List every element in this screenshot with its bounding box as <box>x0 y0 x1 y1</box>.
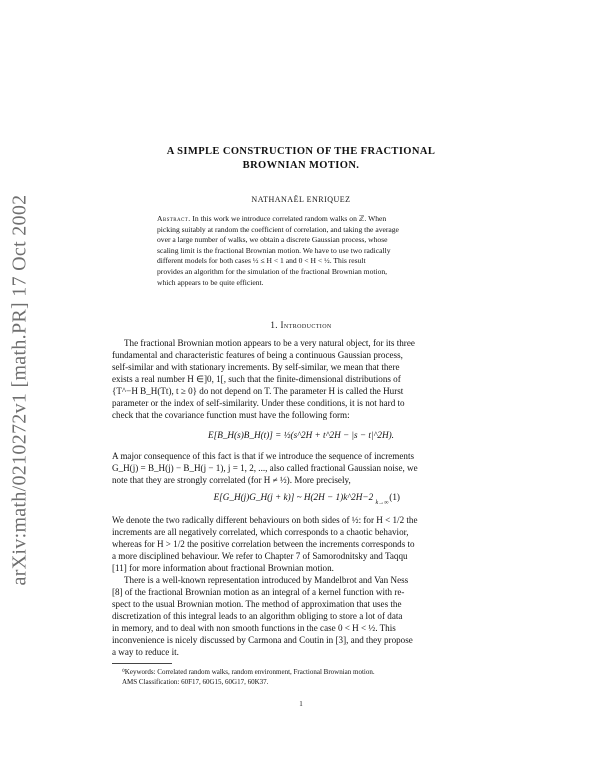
limit-subscript: k→∞ <box>375 500 389 506</box>
text-line: fundamental and characteristic features of being a continuous Gaussian process, <box>112 350 403 360</box>
text-line: in memory, and to deal with non smooth functions in the case 0 < H < ½. This <box>112 623 396 633</box>
equation-number: (1) <box>389 492 400 502</box>
arxiv-id: arXiv:math/0210272v1 [math.PR] 17 Oct 2002 <box>8 194 31 586</box>
text-line: exists a real number H ∈]0, 1[, such that the finite-dimensional distributions of <box>112 374 401 384</box>
covariance-equation: E[B_H(s)B_H(t)] = ½(s^2H + t^2H − |s − t|^2H). <box>208 430 394 440</box>
author: NATHANAËL ENRIQUEZ <box>251 195 351 204</box>
abstract-line: different models for both cases ½ ≤ H < 1 and 0 < H < ½. This result <box>157 256 366 266</box>
paragraph-1 <box>112 337 490 421</box>
paragraph-4 <box>112 574 490 658</box>
footnote <box>122 667 490 687</box>
abstract <box>157 214 451 288</box>
text-line: parameter or the index of self-similarity. Under these conditions, it is not hard to <box>112 398 405 408</box>
abstract-label: Abstract. <box>157 214 191 223</box>
title-line-2: BROWNIAN MOTION. <box>242 160 360 171</box>
section-heading: 1. Introduction <box>270 320 332 330</box>
paragraph-2 <box>112 450 490 486</box>
text-line: whereas for H > 1/2 the positive correlation between the increments corresponds to <box>112 539 415 549</box>
abstract-line: In this work we introduce correlated random walks on ℤ. When <box>190 214 387 223</box>
text-line: discretization of this integral leads to an algorithm obliging to store a lot of data <box>112 611 403 621</box>
text-line: increments are all negatively correlated, which corresponds to a chaotic behavior, <box>112 527 409 537</box>
text-line: spect to the usual Brownian motion. The method of approximation that uses the <box>112 599 402 609</box>
title-line-1: A SIMPLE CONSTRUCTION OF THE FRACTIONAL <box>166 146 436 157</box>
text-line: [8] of the fractional Brownian motion as an integral of a kernel function with re- <box>112 587 405 597</box>
text-line: check that the covariance function must have the following form: <box>112 410 350 420</box>
text-line: G_H(j) = B_H(j) − B_H(j − 1), j = 1, 2, ..., also called fractional Gaussian noise, we <box>112 463 418 473</box>
text-line: [11] for more information about fractional Brownian motion. <box>112 563 334 573</box>
paper-title <box>112 145 490 173</box>
footnote-classification: AMS Classification: 60F17, 60G15, 60G17, 60K37. <box>122 678 269 686</box>
correlation-equation <box>112 492 490 506</box>
abstract-line: provides an algorithm for the simulation of the fractional Brownian motion, <box>157 266 388 276</box>
text-line: a more disciplined behaviour. We refer to Chapter 7 of Samorodnitsky and Taqqu <box>112 551 408 561</box>
text-line: There is a well-known representation introduced by Mandelbrot and Van Ness <box>124 575 409 585</box>
text-line: a way to reduce it. <box>112 647 179 657</box>
text-line: We denote the two radically different behaviours on both sides of ½: for H < 1/2 the <box>112 515 418 525</box>
abstract-line: which appears to be quite efficient. <box>157 277 264 287</box>
abstract-line: scaling limit is the fractional Brownian motion. We have to use two radically <box>157 245 391 255</box>
text-line: note that they are strongly correlated (for H ≠ ½). More precisely, <box>112 475 351 485</box>
abstract-line: over a large number of walks, we obtain a discrete Gaussian process, whose <box>157 235 388 245</box>
abstract-line: picking suitably at random the coefficient of correlation, and taking the average <box>157 224 399 234</box>
text-line: {T^−H B_H(Tt), t ≥ 0} do not depend on T. The parameter H is called the Hurst <box>112 386 404 396</box>
text-line: inconvenience is nicely discussed by Carmona and Coutin in [3], and they propose <box>112 635 413 645</box>
text-line: A major consequence of this fact is that if we introduce the sequence of increments <box>112 451 415 461</box>
equation-body: E[G_H(j)G_H(j + k)] ~ H(2H − 1)k^2H−2 <box>213 492 374 502</box>
paragraph-3 <box>112 514 490 574</box>
arxiv-sidebar-stamp <box>2 130 38 650</box>
footnote-keywords: ⁰Keywords: Correlated random walks, random environment, Fractional Brownian motion. <box>122 668 375 676</box>
text-line: The fractional Brownian motion appears to be a very natural object, for its three <box>124 338 415 348</box>
footnote-rule <box>112 663 172 664</box>
text-line: self-similar and with stationary increments. By self-similar, we mean that there <box>112 362 400 372</box>
page-number: 1 <box>299 700 303 708</box>
